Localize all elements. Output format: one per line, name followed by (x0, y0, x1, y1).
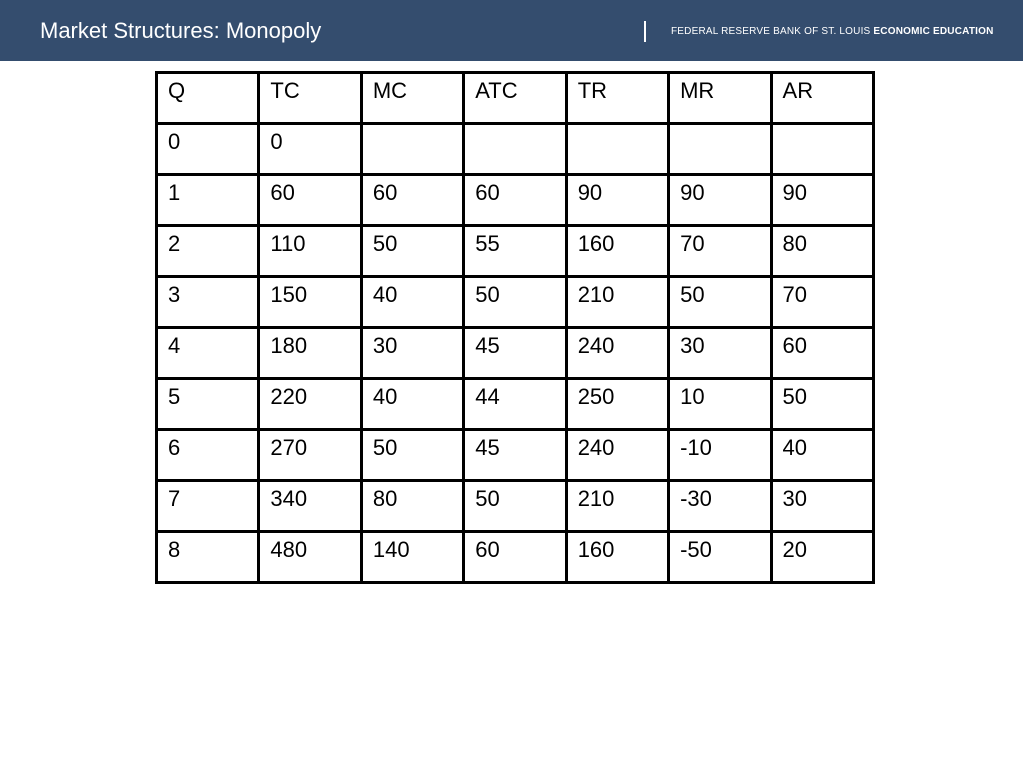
table-row (157, 430, 874, 481)
table-cell-mr: 10 (669, 379, 771, 430)
table-cell-mr (669, 124, 771, 175)
table-body (157, 73, 874, 583)
table-cell-tc: 220 (259, 379, 361, 430)
table-cell-tr: 210 (566, 481, 668, 532)
table-cell-tr (566, 124, 668, 175)
table-row (157, 532, 874, 583)
table-cell-mc: 80 (361, 481, 463, 532)
table-cell-mc (361, 124, 463, 175)
table-cell-mc: 40 (361, 277, 463, 328)
table-row (157, 175, 874, 226)
table-cell-q: 2 (157, 226, 259, 277)
table-cell-tr: 210 (566, 277, 668, 328)
table-cell-atc: 60 (464, 175, 566, 226)
table-row (157, 481, 874, 532)
table-cell-q: 0 (157, 124, 259, 175)
column-header-ar: AR (771, 73, 873, 124)
table-cell-ar: 90 (771, 175, 873, 226)
table-cell-tc: 180 (259, 328, 361, 379)
table-cell-mr: 30 (669, 328, 771, 379)
table-cell-tc: 270 (259, 430, 361, 481)
table-row (157, 124, 874, 175)
table-cell-ar: 20 (771, 532, 873, 583)
table-cell-mr: -30 (669, 481, 771, 532)
table-cell-tc: 340 (259, 481, 361, 532)
table-cell-tc: 480 (259, 532, 361, 583)
table-cell-tr: 240 (566, 328, 668, 379)
slide-title: Market Structures: Monopoly (40, 18, 322, 43)
table-cell-tc: 150 (259, 277, 361, 328)
table-cell-tr: 250 (566, 379, 668, 430)
table-cell-atc: 45 (464, 328, 566, 379)
header-divider (644, 21, 646, 42)
table-cell-q: 4 (157, 328, 259, 379)
table-cell-atc: 45 (464, 430, 566, 481)
column-header-mr: MR (669, 73, 771, 124)
monopoly-cost-revenue-table (155, 71, 875, 584)
table-cell-atc: 60 (464, 532, 566, 583)
column-header-tc: TC (259, 73, 361, 124)
table-cell-ar (771, 124, 873, 175)
table-header-row (157, 73, 874, 124)
table-cell-atc: 50 (464, 277, 566, 328)
slide-header (0, 0, 1023, 61)
table-cell-mc: 50 (361, 430, 463, 481)
table-cell-tr: 240 (566, 430, 668, 481)
column-header-tr: TR (566, 73, 668, 124)
table-cell-tc: 0 (259, 124, 361, 175)
table-row (157, 277, 874, 328)
table-cell-atc (464, 124, 566, 175)
table-cell-tr: 90 (566, 175, 668, 226)
table-cell-tr: 160 (566, 532, 668, 583)
table-cell-q: 1 (157, 175, 259, 226)
table-cell-mr: 70 (669, 226, 771, 277)
table-cell-tr: 160 (566, 226, 668, 277)
table-cell-mc: 50 (361, 226, 463, 277)
table-cell-tc: 60 (259, 175, 361, 226)
table-cell-q: 5 (157, 379, 259, 430)
table-cell-mc: 60 (361, 175, 463, 226)
brand-department: ECONOMIC EDUCATION (873, 26, 994, 37)
table-cell-atc: 55 (464, 226, 566, 277)
table-cell-ar: 60 (771, 328, 873, 379)
table-cell-mr: -10 (669, 430, 771, 481)
table-cell-q: 8 (157, 532, 259, 583)
table-cell-q: 6 (157, 430, 259, 481)
table-cell-mr: 90 (669, 175, 771, 226)
table-cell-q: 3 (157, 277, 259, 328)
brand-name: FEDERAL RESERVE BANK OF ST. LOUIS (671, 26, 871, 37)
table-cell-mc: 40 (361, 379, 463, 430)
table-row (157, 226, 874, 277)
table-row (157, 328, 874, 379)
table-cell-ar: 80 (771, 226, 873, 277)
table-cell-mc: 140 (361, 532, 463, 583)
table-cell-atc: 50 (464, 481, 566, 532)
table-cell-tc: 110 (259, 226, 361, 277)
column-header-mc: MC (361, 73, 463, 124)
table-cell-ar: 40 (771, 430, 873, 481)
table-cell-mr: 50 (669, 277, 771, 328)
table-cell-atc: 44 (464, 379, 566, 430)
table-cell-q: 7 (157, 481, 259, 532)
column-header-atc: ATC (464, 73, 566, 124)
table-cell-ar: 50 (771, 379, 873, 430)
table-row (157, 379, 874, 430)
table-cell-mr: -50 (669, 532, 771, 583)
brand-logo (671, 26, 994, 37)
table-cell-ar: 30 (771, 481, 873, 532)
column-header-q: Q (157, 73, 259, 124)
table-cell-ar: 70 (771, 277, 873, 328)
table-cell-mc: 30 (361, 328, 463, 379)
